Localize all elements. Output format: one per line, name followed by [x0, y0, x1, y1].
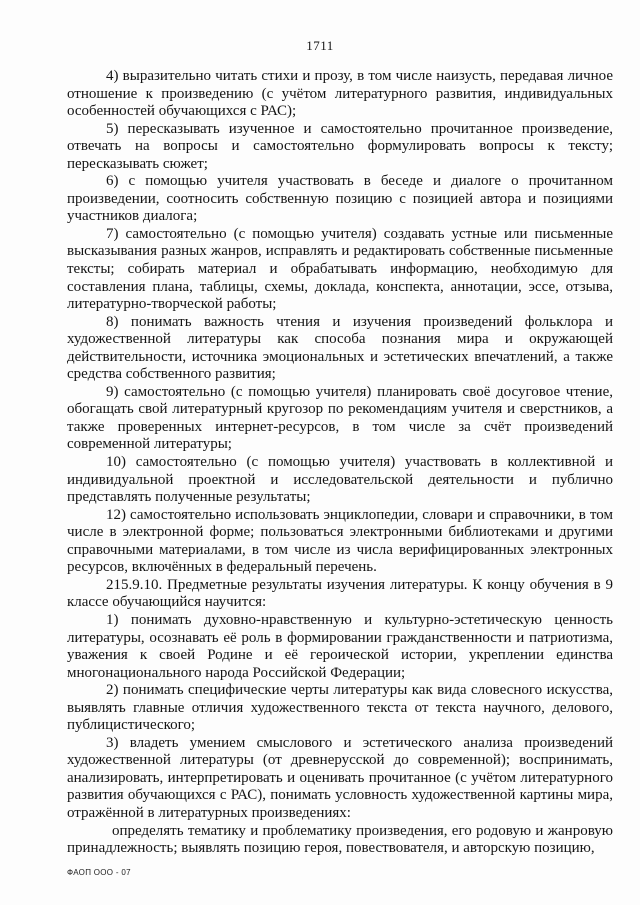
paragraph-item-4: 4) выразительно читать стихи и прозу, в том числе наизусть, передавая личное отношение к произведению (с учётом литературного развития, индивидуальных особенностей обучающихся с РАС); — [67, 68, 613, 120]
result-subitem: определять тематику и проблематику произведения, его родовую и жанровую принадлежность; выявлять позицию героя, повествователя, и авторскую позицию, — [67, 822, 613, 857]
paragraph-item-7: 7) самостоятельно (с помощью учителя) создавать устные или письменные высказывания разных жанров, исправлять и редактировать собственные письменные тексты; собирать материал и обрабатывать информацию, необходимую для составления плана, таблицы, схемы, доклада, конспекта, аннотации, эссе, отзыва, литературно-творческой работы; — [67, 225, 613, 313]
paragraph-item-12: 12) самостоятельно использовать энциклопедии, словари и справочники, в том числе в электронной форме; пользоваться электронными библиотеками и другими справочными материалами, в том числе из числа верифицированных электронных ресурсов, включённых в федеральный перечень. — [67, 506, 613, 576]
page-number: 1711 — [306, 38, 334, 53]
paragraph-item-10: 10) самостоятельно (с помощью учителя) участвовать в коллективной и индивидуальной проектной и исследовательской деятельности и публично представлять полученные результаты; — [67, 454, 613, 506]
footer-code: ФАОП ООО - 07 — [67, 868, 131, 877]
document-body — [67, 68, 613, 858]
result-item-3: 3) владеть умением смыслового и эстетического анализа произведений художественной литературы (от древнерусской до современной); воспринимать, анализировать, интерпретировать и оценивать прочитанное (с учётом литературного развития обучающихся с РАС), понимать условность художественной картины мира, отражённой в литературных произведениях: — [67, 734, 613, 821]
paragraph-item-8: 8) понимать важность чтения и изучения произведений фольклора и художественной литературы как способа познания мира и окружающей действительности, источника эмоциональных и эстетических впечатлений, а также средства собственного развития; — [67, 313, 613, 383]
paragraph-item-9: 9) самостоятельно (с помощью учителя) планировать своё досуговое чтение, обогащать свой литературный кругозор по рекомендациям учителя и сверстников, а также проверенных интернет-ресурсов, в том числе за счёт произведений современной литературы; — [67, 383, 613, 453]
result-item-2: 2) понимать специфические черты литературы как вида словесного искусства, выявлять главные отличия художественного текста от текста научного, делового, публицистического; — [67, 682, 613, 734]
result-item-1: 1) понимать духовно-нравственную и культурно-эстетическую ценность литературы, осознавать её роль в формировании гражданственности и патриотизма, уважения к своей Родине и её героической истории, укреплении единства многонационального народа Российской Федерации; — [67, 611, 613, 681]
paragraph-item-6: 6) с помощью учителя участвовать в беседе и диалоге о прочитанном произведении, соотносить собственную позицию с позицией автора и позициями участников диалога; — [67, 173, 613, 225]
section-heading-paragraph: 215.9.10. Предметные результаты изучения литературы. К концу обучения в 9 классе обучающийся научится: — [67, 576, 613, 611]
paragraph-item-5: 5) пересказывать изученное и самостоятельно прочитанное произведение, отвечать на вопросы и самостоятельно формулировать вопросы к тексту; пересказывать сюжет; — [67, 120, 613, 172]
